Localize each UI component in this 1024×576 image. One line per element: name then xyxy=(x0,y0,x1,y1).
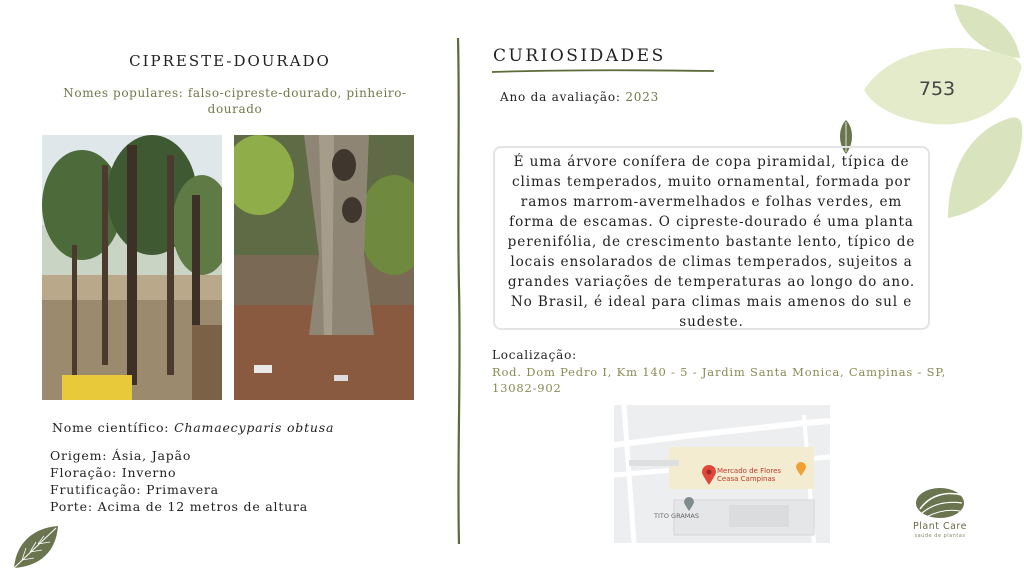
secondary-pin-icon[interactable] xyxy=(684,497,694,511)
location-address: Rod. Dom Pedro I, Km 140 - 5 - Jardim Santa Monica, Campinas - SP, 13082-902 xyxy=(492,365,947,395)
size: Porte: Acima de 12 metros de altura xyxy=(50,499,309,514)
popular-names: Nomes populares: falso-cipreste-dourado, pinheiro-dourado xyxy=(63,86,407,116)
year-value: 2023 xyxy=(625,90,660,104)
plant-number-badge: 753 xyxy=(918,78,956,100)
divider-line xyxy=(452,38,466,544)
origin: Origem: Ásia, Japão xyxy=(50,448,192,463)
scientific-name xyxy=(52,420,334,435)
brand-tagline: saúde de plantas xyxy=(914,533,966,539)
location-map[interactable] xyxy=(614,405,830,543)
map-place-label[interactable] xyxy=(717,467,781,483)
tree-photo xyxy=(42,135,222,400)
scientific-value: Chamaecyparis obtusa xyxy=(174,420,335,435)
decorative-leaves xyxy=(860,0,1024,230)
map-place-line1: Mercado de Flores xyxy=(717,467,782,475)
map-secondary-label: TITO GRAMAS xyxy=(654,512,699,520)
poi-icon[interactable] xyxy=(796,462,806,476)
year-label: Ano da avaliação: xyxy=(500,90,626,104)
curiosities-title: CURIOSIDADES xyxy=(493,46,666,66)
location-label: Localização: xyxy=(492,348,577,362)
description-box: É uma árvore conífera de copa piramidal, típica de climas temperados, muito ornamental, formada por ramos marrom-avermelhados e folhas verdes, em forma de escamas. O cipreste-dourado é uma planta perenifólia, de crescimento bastante lento, típico de locais ensolarados de climas temperados, sujeitos a grandes variações de temperaturas ao longo do ano. No Brasil, é ideal para climas mais amenos do sul e sudeste. xyxy=(493,146,930,330)
title-underline xyxy=(492,67,714,75)
plant-facts xyxy=(50,447,308,515)
scientific-label: Nome científico: xyxy=(52,420,175,435)
fruiting: Frutificação: Primavera xyxy=(50,482,219,497)
leaf-icon xyxy=(12,524,60,570)
map-pin-icon[interactable] xyxy=(702,465,716,485)
brand-name: Plant Care xyxy=(913,521,967,532)
trunk-photo xyxy=(234,135,414,400)
map-place-line2: Ceasa Campinas xyxy=(717,475,776,483)
evaluation-year xyxy=(500,90,659,104)
flowering: Floração: Inverno xyxy=(50,465,177,480)
brand-logo-icon xyxy=(900,485,980,521)
plant-title: CIPRESTE-DOURADO xyxy=(129,52,331,70)
